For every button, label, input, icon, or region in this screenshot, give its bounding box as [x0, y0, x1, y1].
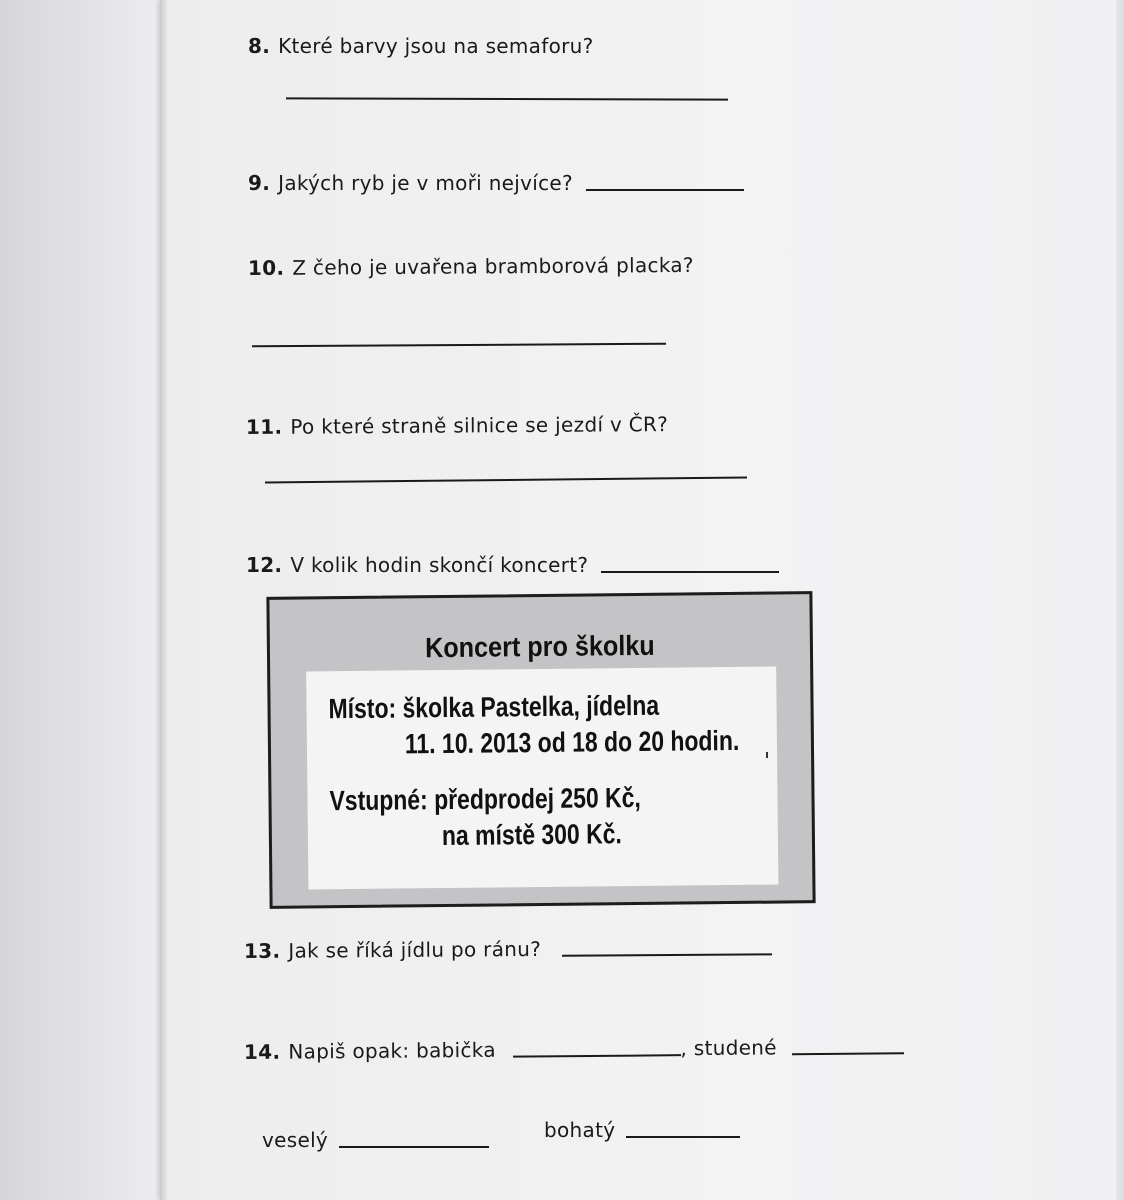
question-text: Jak se říká jídlu po ránu? — [288, 936, 542, 963]
question-extra: , studené — [680, 1035, 777, 1061]
answer-line-9[interactable] — [586, 187, 744, 191]
question-number: 11. — [245, 414, 283, 439]
poster-price-door: na místě 300 Kč. — [441, 818, 622, 852]
print-mark — [766, 752, 768, 758]
question-number: 9. — [248, 171, 271, 195]
question-number: 12. — [246, 553, 283, 577]
question-text: Které barvy jsou na semaforu? — [278, 34, 594, 58]
question-text: Z čeho je uvařena bramborová placka? — [292, 252, 694, 280]
question-13 — [244, 935, 772, 963]
word-label: bohatý — [544, 1118, 616, 1142]
word-bohaty — [544, 1118, 740, 1142]
question-text: Jakých ryb je v moři nejvíce? — [278, 171, 573, 195]
question-9 — [248, 171, 744, 195]
answer-line-14a[interactable] — [513, 1052, 681, 1057]
poster-price-presale: Vstupné: předprodej 250 Kč, — [329, 781, 641, 817]
word-vesely — [262, 1128, 489, 1152]
question-number: 14. — [243, 1039, 281, 1064]
question-number: 10. — [247, 255, 285, 280]
poster-info-box — [306, 667, 778, 890]
question-text: Napiš opak: babička — [288, 1037, 496, 1064]
answer-line-13[interactable] — [562, 951, 772, 956]
poster-title: Koncert pro školku — [424, 629, 655, 664]
word-label: veselý — [262, 1128, 329, 1152]
answer-line-vesely[interactable] — [339, 1144, 489, 1148]
answer-line-14b[interactable] — [792, 1050, 904, 1055]
question-text: Po které straně silnice se jezdí v ČR? — [290, 412, 669, 439]
question-text: V kolik hodin skončí koncert? — [290, 553, 589, 577]
page-edge — [1116, 0, 1124, 1200]
left-page-edge — [0, 0, 160, 1200]
answer-line-bohaty[interactable] — [626, 1134, 740, 1138]
concert-poster — [266, 591, 815, 909]
question-11 — [246, 412, 668, 439]
question-12 — [246, 553, 779, 577]
question-number: 13. — [243, 938, 281, 963]
question-10 — [248, 253, 694, 280]
poster-place: Místo: školka Pastelka, jídelna — [328, 689, 660, 725]
question-8 — [248, 34, 594, 58]
answer-line-12[interactable] — [601, 569, 779, 573]
poster-date: 11. 10. 2013 od 18 do 20 hodin. — [404, 724, 740, 760]
question-number: 8. — [248, 34, 271, 58]
